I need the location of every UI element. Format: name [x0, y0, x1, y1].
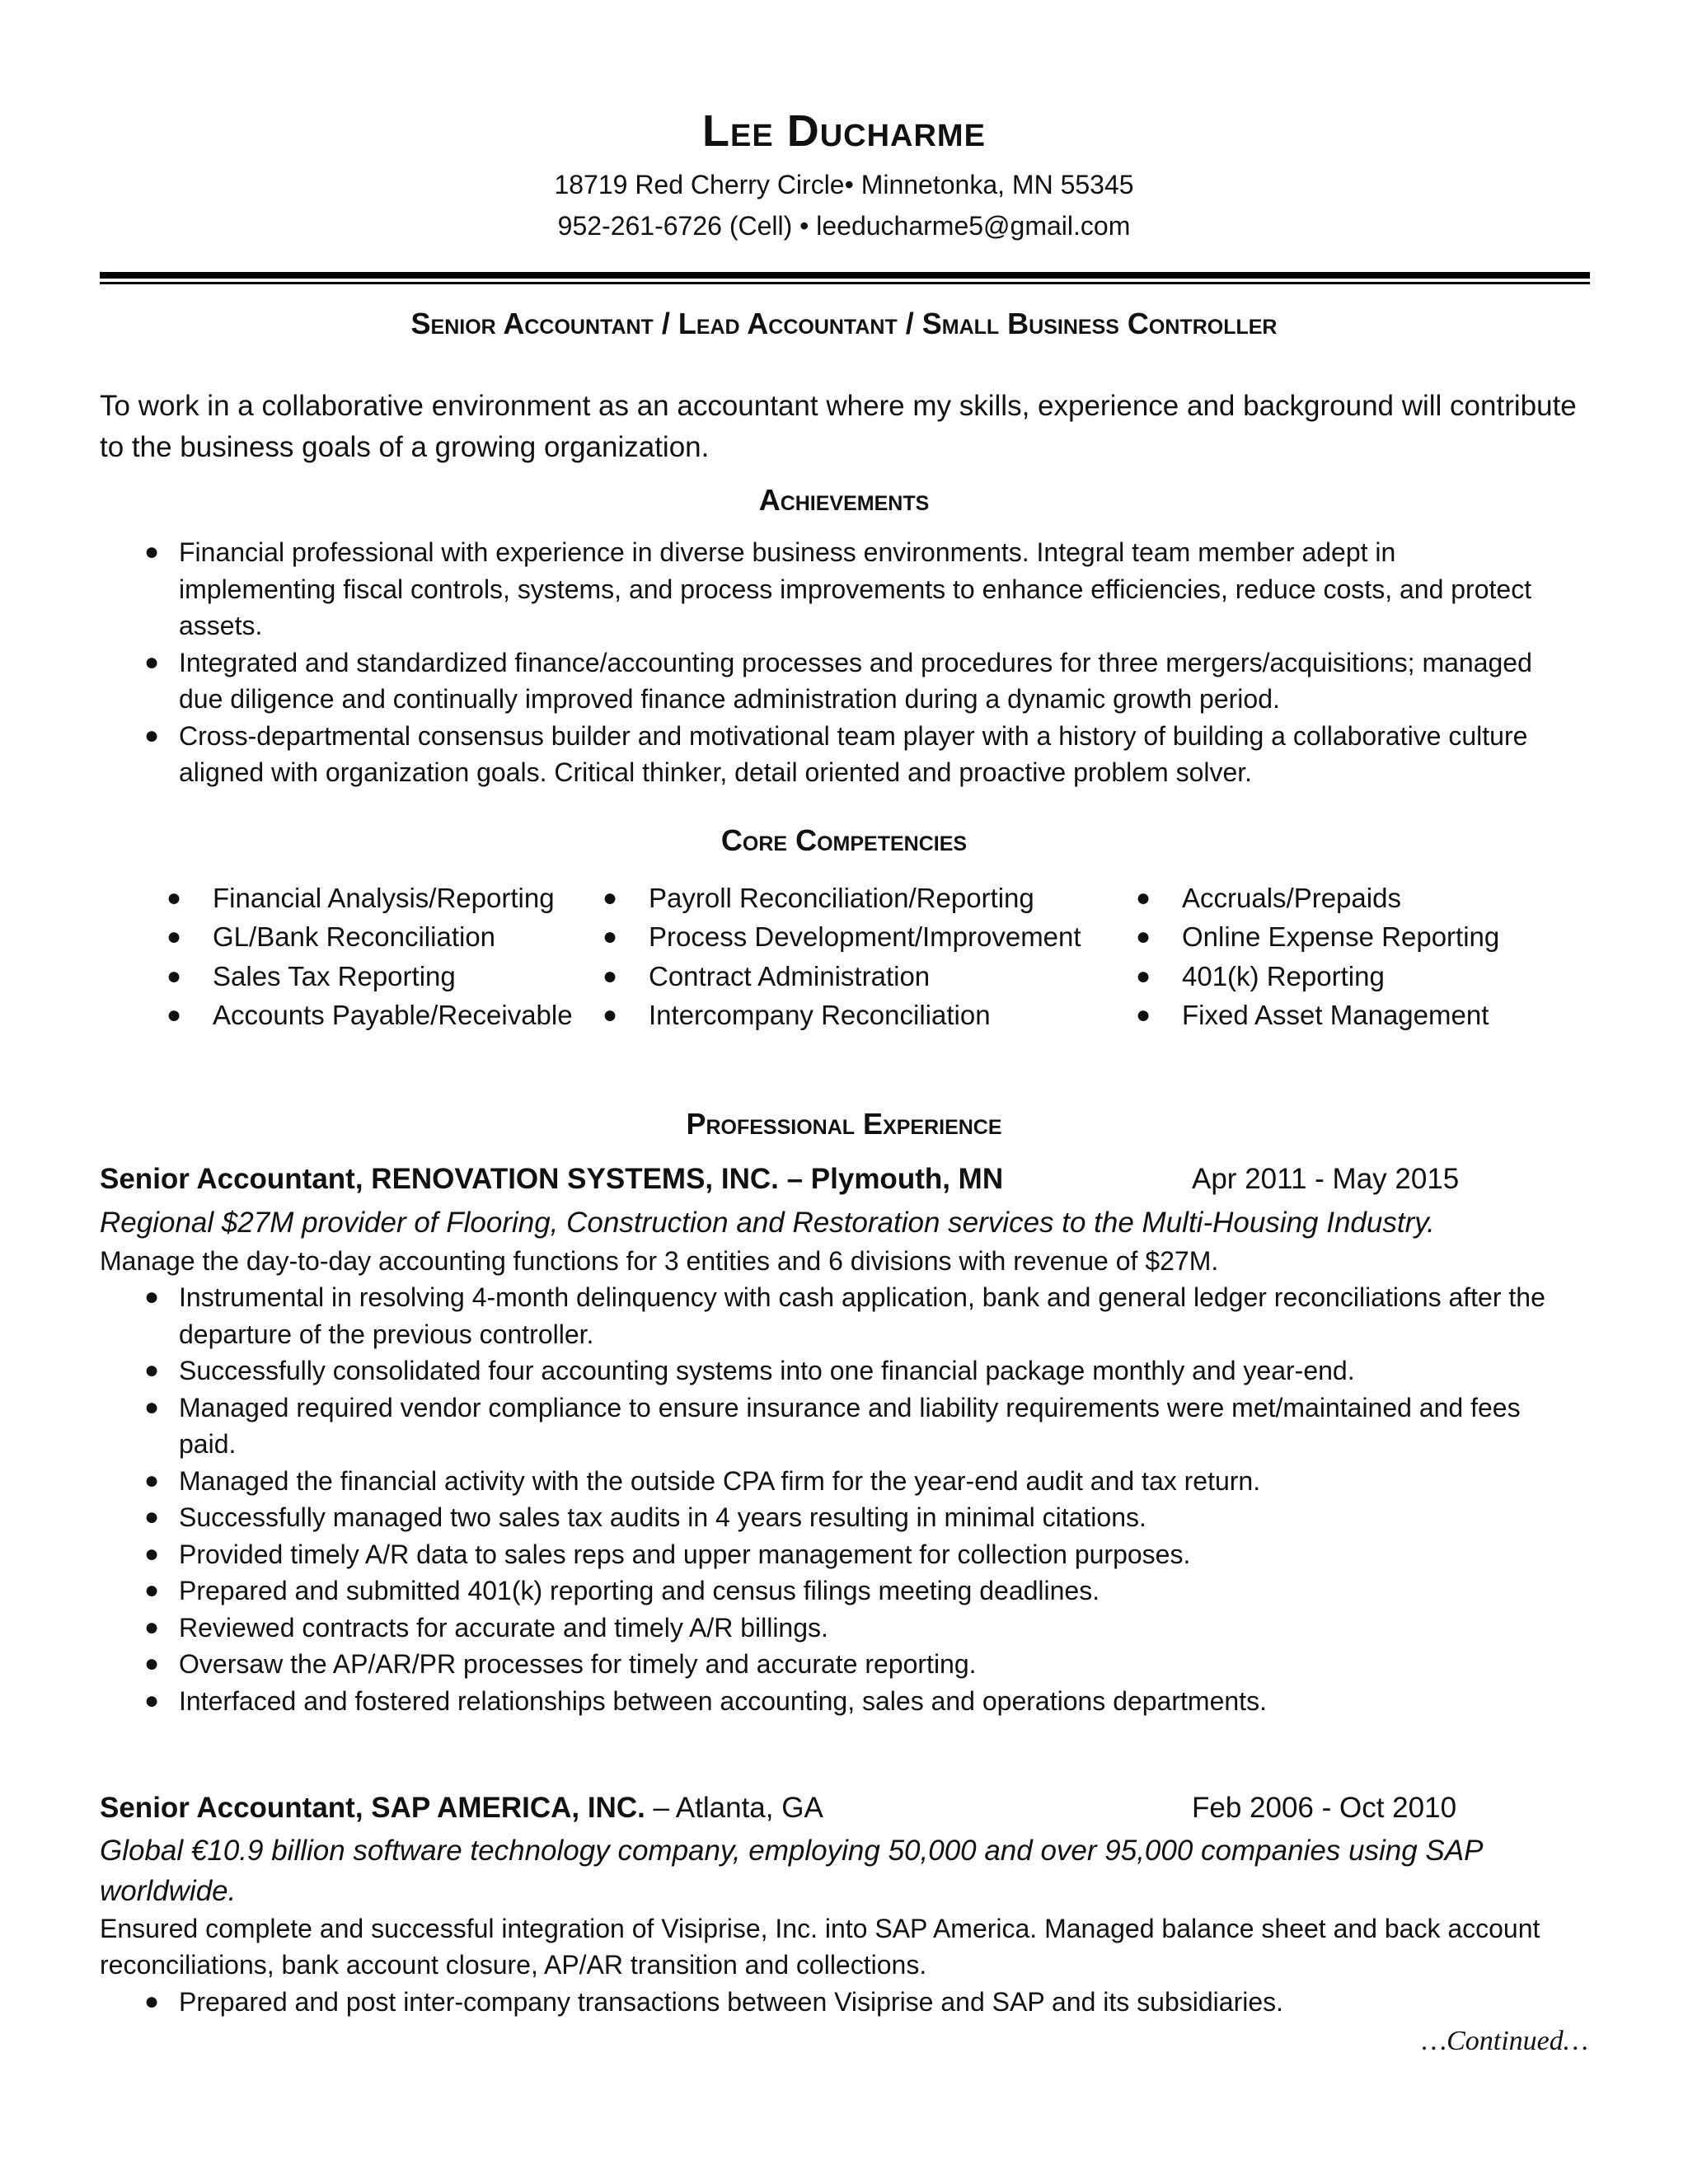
bullet-icon: ● — [144, 1988, 160, 2015]
job-1-responsibilities — [100, 1279, 1583, 1719]
bullet-icon: ● — [166, 884, 182, 912]
bullet-icon: ● — [1136, 1001, 1151, 1029]
list-item: ● Interfaced and fostered relationships between accounting, sales and operations departments. — [100, 1683, 1583, 1720]
bullet-icon: ● — [144, 1357, 160, 1384]
list-item: ● Online Expense Reporting — [1136, 917, 1499, 956]
bullet-icon: ● — [603, 1001, 618, 1029]
list-item: ● Prepared and submitted 401(k) reporting and census filings meeting deadlines. — [100, 1572, 1583, 1610]
header-divider-thin — [100, 282, 1590, 284]
bullet-icon: ● — [603, 962, 618, 990]
job-1-summary: Manage the day-to-day accounting functions for 3 entities and 6 divisions with revenue of $27M. — [100, 1246, 1219, 1276]
bullet-icon: ● — [166, 962, 182, 990]
list-item: ● Oversaw the AP/AR/PR processes for timely and accurate reporting. — [100, 1646, 1583, 1683]
achievements-list — [100, 534, 1550, 791]
bullet-icon: ● — [144, 1466, 160, 1494]
bullet-icon: ● — [144, 648, 160, 676]
list-item: ● Financial professional with experience in diverse business environments. Integral team member adept in implementing fiscal controls, systems, and process improvements to enhance efficiencies, reduce costs, and protect assets. — [100, 534, 1550, 644]
bullet-icon: ● — [166, 923, 182, 951]
list-item: ● Successfully consolidated four accounting systems into one financial package monthly and year-end. — [100, 1352, 1583, 1390]
list-item: ● Reviewed contracts for accurate and timely A/R billings. — [100, 1610, 1583, 1647]
continued-note: …Continued… — [1421, 2026, 1588, 2056]
list-item: ● Sales Tax Reporting — [166, 957, 573, 996]
list-item: ● Intercompany Reconciliation — [603, 996, 1081, 1034]
bullet-icon: ● — [603, 923, 618, 951]
list-item: ● Contract Administration — [603, 957, 1081, 996]
list-item: ● Provided timely A/R data to sales reps and upper management for collection purposes. — [100, 1536, 1583, 1573]
bullet-icon: ● — [144, 1283, 160, 1310]
bullet-icon: ● — [144, 1540, 160, 1568]
bullet-icon: ● — [144, 1393, 160, 1421]
list-item: ● Cross-departmental consensus builder and motivational team player with a history of building a collaborative culture aligned with organization goals. Critical thinker, detail oriented and proactive problem solver. — [100, 718, 1550, 791]
bullet-icon: ● — [144, 1613, 160, 1641]
list-item: ● 401(k) Reporting — [1136, 957, 1499, 996]
job-2-responsibilities — [100, 1984, 1583, 2021]
list-item: ● Financial Analysis/Reporting — [166, 879, 573, 917]
bullet-icon: ● — [144, 1650, 160, 1677]
bullet-icon: ● — [603, 884, 618, 912]
list-item: ● Fixed Asset Management — [1136, 996, 1499, 1034]
competencies-column-3 — [1136, 879, 1499, 1034]
list-item: ● Instrumental in resolving 4-month delinquency with cash application, bank and general ledger reconciliations after the departure of the previous controller. — [100, 1279, 1583, 1352]
list-item: ● Managed the financial activity with the outside CPA firm for the year-end audit and tax return. — [100, 1463, 1583, 1500]
job-2-title: Senior Accountant, SAP AMERICA, INC. – Atlanta, GA — [100, 1792, 823, 1824]
list-item: ● Integrated and standardized finance/accounting processes and procedures for three mergers/acquisitions; managed due diligence and continually improved finance administration during a dynamic growth period. — [100, 644, 1550, 718]
competencies-column-2 — [603, 879, 1081, 1034]
bullet-icon: ● — [144, 721, 160, 749]
job-target-headline: Senior Accountant / Lead Accountant / Small Business Controller — [410, 307, 1278, 340]
bullet-icon: ● — [1136, 923, 1151, 951]
core-competencies-heading: Core Competencies — [720, 823, 968, 857]
bullet-icon: ● — [144, 1503, 160, 1530]
job-2-dates: Feb 2006 - Oct 2010 — [1192, 1792, 1457, 1824]
list-item: ● GL/Bank Reconciliation — [166, 917, 573, 956]
list-item: ● Payroll Reconciliation/Reporting — [603, 879, 1081, 917]
list-item: ● Prepared and post inter-company transactions between Visiprise and SAP and its subsidiaries. — [100, 1984, 1583, 2021]
list-item: ● Accruals/Prepaids — [1136, 879, 1499, 917]
objective-statement: To work in a collaborative environment as an accountant where my skills, experience and background will contribute to the business goals of a growing organization. — [100, 390, 1577, 463]
job-2-company-description: Global €10.9 billion software technology company, employing 50,000 and over 95,000 companies using SAP worldwide. — [100, 1835, 1483, 1907]
contact-phone-email: 952-261-6726 (Cell) • leeducharme5@gmail.com — [557, 211, 1131, 241]
bullet-icon: ● — [144, 1686, 160, 1714]
bullet-icon: ● — [166, 1001, 182, 1029]
job-1-company-description: Regional $27M provider of Flooring, Construction and Restoration services to the Multi-Housing Industry. — [100, 1207, 1435, 1239]
header-divider-thick — [100, 272, 1590, 279]
job-1-dates: Apr 2011 - May 2015 — [1192, 1163, 1460, 1195]
bullet-icon: ● — [144, 538, 160, 565]
competencies-column-1 — [166, 879, 573, 1034]
bullet-icon: ● — [1136, 962, 1151, 990]
candidate-name: Lee Ducharme — [702, 106, 986, 156]
list-item: ● Process Development/Improvement — [603, 917, 1081, 956]
list-item: ● Managed required vendor compliance to ensure insurance and liability requirements were met/maintained and fees paid. — [100, 1390, 1583, 1463]
bullet-icon: ● — [144, 1577, 160, 1604]
contact-address: 18719 Red Cherry Circle• Minnetonka, MN 55345 — [554, 170, 1134, 199]
list-item: ● Successfully managed two sales tax audits in 4 years resulting in minimal citations. — [100, 1499, 1583, 1536]
list-item: ● Accounts Payable/Receivable — [166, 996, 573, 1034]
job-2-summary: Ensured complete and successful integration of Visiprise, Inc. into SAP America. Managed balance sheet and back account reconciliations, bank account closure, AP/AR transition and collections. — [100, 1914, 1540, 1980]
bullet-icon: ● — [1136, 884, 1151, 912]
professional-experience-heading: Professional Experience — [686, 1107, 1002, 1141]
achievements-heading: Achievements — [758, 483, 930, 517]
job-1-title: Senior Accountant, RENOVATION SYSTEMS, INC. – Plymouth, MN — [100, 1163, 1004, 1195]
